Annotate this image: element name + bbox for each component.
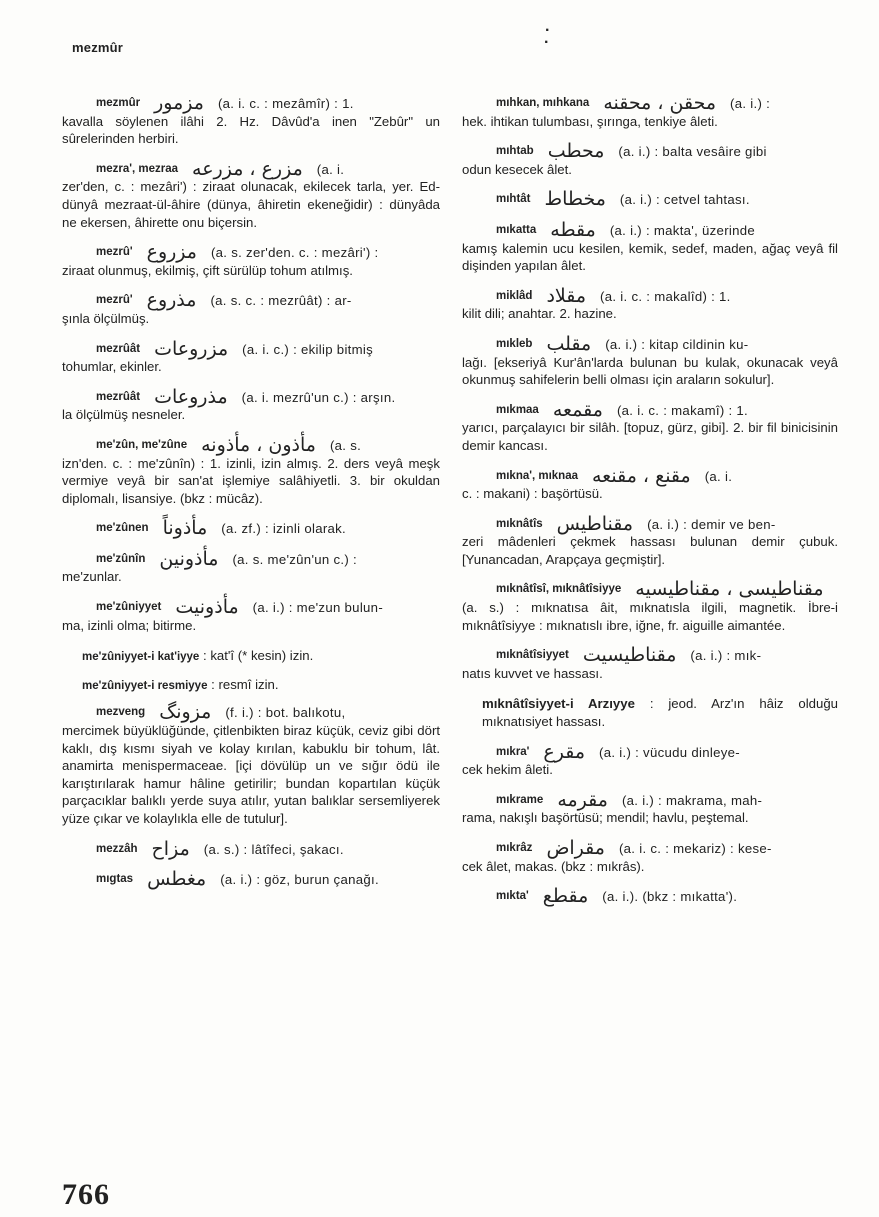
entry-head-text: (a. i.) : göz, burun çanağı.: [220, 872, 379, 888]
definition: la ölçülmüş nesneler.: [62, 407, 186, 423]
headword: mezra', mezraa: [96, 162, 179, 175]
headword: mıknâtîs: [496, 517, 543, 530]
sub-entry: [62, 647, 440, 667]
headword: mıkmaa: [496, 403, 539, 416]
entry-head-line: [462, 740, 838, 763]
arabic-script: مقطع: [542, 885, 589, 908]
definition: mercimek büyüklüğünde, çitlenbikten biraz küçük, ceviz gibi dört kaklı, dış kısmı siyah ve kolay kırılan, kabuklu bir tohum, lât. anamirta menispermaceae. [içi dövülüp un ve sığır ödü ile karıştırılarak hamur hâline getirilir; bundan kopartılan küçük parçacıklar balıklı yerde suya atılır, yutan balıklar sersemliyerek yüze çıkar ve kolaylıkla elle de tutulur].: [62, 723, 440, 826]
entry-head-line: [462, 398, 838, 421]
entry-head-line: [462, 140, 838, 163]
entry-head-text: (a. i.) : balta vesâire gibi: [618, 144, 767, 160]
headword: me'zûniyyet: [96, 601, 162, 614]
entry-head-line: [462, 284, 838, 307]
sub-definition: : jeod. Arz'ın hâiz olduğu mıknatısiyet hassası.: [482, 696, 838, 730]
sub-entry: [462, 695, 838, 730]
entry-head-line: [462, 332, 838, 355]
arabic-script: مغطس: [147, 868, 207, 891]
arabic-script: مقناطيس: [556, 512, 634, 535]
entry-head-line: [62, 701, 440, 724]
entry-head-line: [62, 547, 440, 570]
arabic-script: مقطه: [550, 218, 596, 241]
entry-head-text: (a. s. zer'den. c. : mezâri') :: [210, 245, 379, 261]
entry-head-text: (a. s.) : lâtîfeci, şakacı.: [203, 841, 344, 857]
dictionary-entry: [62, 385, 440, 424]
headword: mıhtât: [496, 193, 531, 206]
entry-head-text: (a. i.) :: [730, 96, 771, 111]
definition: zer'den, c. : mezâri') : ziraat olunacak, ekilecek tarla, yer. Ed-dünyâ mezraat-ül-âhire (dünya, âhiretin ekeneğidir) : dünyâda ne ekersen, âhirette onu biçersin.: [62, 179, 440, 230]
sub-headword: mıknâtîsiyyet-i Arzıyye: [482, 696, 635, 712]
definition: cek hekim âleti.: [462, 762, 553, 778]
right-column: [462, 92, 838, 919]
headword: mıkra': [496, 745, 530, 758]
entry-head-text: (a. i. c. : makalîd) : 1.: [600, 288, 731, 304]
arabic-script: مقناطيسيت: [582, 644, 677, 667]
entry-head-line: [462, 578, 838, 601]
dictionary-entry: [462, 644, 838, 682]
arabic-script: مأذون ، مأذونه: [201, 433, 316, 456]
headword: mezrûât: [96, 342, 141, 355]
headword: mıkrâz: [496, 842, 533, 854]
definition: me'zunlar.: [62, 569, 122, 585]
entry-head-line: [62, 92, 440, 114]
headword: mıknâtîsiyyet: [496, 649, 569, 662]
headword: mıkna', mıknaa: [496, 469, 578, 482]
dictionary-entry: [462, 284, 838, 323]
definition: hek. ihtikan tulumbası, şırınga, tenkiye âleti.: [462, 113, 718, 129]
entry-head-text: (a. i.: [704, 468, 733, 484]
definition: lağı. [ekseriyâ Kur'ân'larda bulunan bu kulak, okunacak veyâ okunmuş sahifelerin belli olması için araların sokulur].: [462, 354, 838, 388]
arabic-script: مقرع: [543, 740, 586, 763]
headword: mıknâtîsî, mıknâtîsiyye: [496, 583, 622, 596]
dictionary-entry: [462, 740, 838, 779]
dictionary-entry: [62, 337, 440, 376]
headword: mezrû': [96, 246, 133, 259]
entry-head-text: (a. i.) : cetvel tahtası.: [619, 192, 750, 208]
definition: şınla ölçülmüş.: [62, 310, 150, 326]
dictionary-entry: [462, 885, 838, 908]
arabic-script: مقمعه: [552, 398, 603, 421]
dictionary-entry: [462, 92, 838, 130]
dictionary-entry: [62, 517, 440, 540]
sub-definition: : resmî izin.: [211, 676, 279, 692]
arabic-script: مخطاط: [544, 188, 606, 211]
arabic-script: مأذونين: [159, 547, 219, 570]
entry-head-text: (a. i. c. : mezâmîr) : 1.: [217, 96, 354, 111]
entry-head-line: [62, 868, 440, 891]
arabic-script: مقلب: [546, 332, 592, 355]
entry-head-line: [462, 788, 838, 811]
definition: rama, nakışlı başörtüsü; mendil; havlu, peştemal.: [462, 810, 749, 826]
entry-head-line: [462, 837, 838, 859]
sub-headword: me'zûniyyet-i kat'iyye: [82, 651, 200, 664]
entry-head-text: (a. i.) : mık-: [690, 648, 762, 664]
dictionary-entry: [62, 547, 440, 586]
headword: mezrûât: [96, 390, 141, 403]
definition: kilit dili; anahtar. 2. hazine.: [462, 306, 617, 322]
entry-head-line: [62, 337, 440, 360]
sub-entry: [62, 676, 440, 696]
headword: mıkatta: [496, 223, 537, 236]
entry-head-line: [462, 512, 838, 535]
definition: cek âlet, makas. (bkz : mıkrâs).: [462, 858, 645, 874]
headword: mıkta': [496, 890, 529, 903]
entry-head-line: [462, 188, 838, 211]
dictionary-entry: [462, 578, 838, 634]
definition: tohumlar, ekinler.: [62, 359, 162, 375]
running-head: mezmûr: [72, 40, 124, 55]
headword: mezveng: [96, 706, 146, 719]
arabic-script: مزروعات: [154, 337, 229, 360]
entry-head-text: (a. s.: [329, 437, 362, 453]
arabic-script: محطب: [547, 140, 605, 163]
definition: odun kesecek âlet.: [462, 161, 572, 177]
dictionary-entry: [62, 289, 440, 327]
arabic-script: مذروع: [146, 289, 197, 312]
headword: mıkrame: [496, 793, 544, 806]
arabic-script: مقنع ، مقنعه: [592, 464, 691, 487]
dictionary-entry: [462, 140, 838, 178]
definition: kavalla söylenen ilâhi 2. Hz. Dâvûd'a inen "Zebûr" un sûrelerinden herbiri.: [62, 113, 440, 147]
entry-head-line: [462, 644, 838, 667]
dictionary-entry: [462, 512, 838, 569]
dictionary-entry: [62, 241, 440, 279]
arabic-script: مزروع: [146, 241, 197, 264]
dictionary-entry: [62, 837, 440, 860]
page-number: 766: [62, 1178, 110, 1211]
entry-head-text: (a. i.) : kitap cildinin ku-: [605, 336, 749, 352]
definition: ma, izinli olma; bitirme.: [62, 617, 197, 633]
headword: me'zûnîn: [96, 552, 146, 565]
arabic-script: مقناطيسى ، مقناطيسيه: [635, 578, 824, 601]
headword: me'zûn, me'zûne: [96, 438, 188, 451]
headword: mezmûr: [96, 97, 141, 109]
entry-head-line: [462, 92, 838, 114]
entry-head-text: (a. s. me'zûn'un c.) :: [232, 551, 357, 567]
entry-head-text: (a. i.) : makta', üzerinde: [609, 222, 756, 238]
headword: mezzâh: [96, 842, 138, 855]
entry-head-text: (a. i.) : makrama, mah-: [621, 792, 763, 808]
definition: zeri mâdenleri çekmek hassası bulunan demir çubuk. [Yunancadan, Arapçaya geçmiştir].: [462, 534, 838, 567]
entry-head-line: [462, 218, 838, 241]
sub-definition: : kat'î (* kesin) izin.: [203, 648, 314, 664]
headword: miklâd: [496, 289, 533, 302]
entry-head-text: (a. i. c. : makamî) : 1.: [616, 402, 749, 418]
entry-head-line: [62, 596, 440, 619]
definition: c. : makani) : başörtüsü.: [462, 486, 603, 502]
print-mark: ·: [544, 34, 550, 51]
entry-head-line: [62, 837, 440, 860]
entry-head-text: (a. i. c.) : ekilip bitmiş: [242, 341, 374, 357]
dictionary-entry: [462, 837, 838, 875]
entry-head-text: (a. i.) : vücudu dinleye-: [599, 744, 740, 760]
entry-head-line: [62, 517, 440, 540]
entry-head-line: [462, 885, 838, 908]
left-column: [62, 92, 440, 902]
entry-head-line: [62, 385, 440, 408]
entry-head-text: (a. i.) : me'zun bulun-: [252, 600, 384, 616]
entry-head-line: [62, 241, 440, 264]
definition: (a. s.) : mıknatısa âit, mıknatısla ilgili, magnetik. İbre-i mıknâtîsiyye : mıknatıslı ibre, iğne, fr. aiguille aimantée.: [462, 600, 838, 633]
arabic-script: مزاح: [151, 837, 190, 860]
dictionary-entry: [62, 701, 440, 827]
headword: mezrû': [96, 294, 133, 307]
entry-head-text: (a. i.: [316, 161, 345, 177]
arabic-script: مذروعات: [154, 385, 228, 408]
arabic-script: مأذونيت: [175, 596, 239, 619]
dictionary-entry: [462, 788, 838, 827]
entry-head-text: (a. zf.) : izinli olarak.: [221, 521, 347, 537]
headword: mıhkan, mıhkana: [496, 97, 590, 109]
entry-head-text: (a. i. c. : mekariz) : kese-: [618, 841, 772, 856]
dictionary-entry: [62, 92, 440, 148]
entry-head-text: (a. s. c. : mezrûât) : ar-: [210, 293, 352, 309]
dictionary-entry: [462, 218, 838, 275]
dictionary-entry: [462, 332, 838, 389]
headword: mıkleb: [496, 337, 533, 350]
entry-head-line: [462, 464, 838, 487]
dictionary-entry: [62, 433, 440, 507]
definition: natıs kuvvet ve hassası.: [462, 665, 603, 681]
print-mark: ·: [545, 22, 551, 39]
sub-headword: me'zûniyyet-i resmiyye: [82, 679, 208, 692]
arabic-script: مزرع ، مزرعه: [192, 157, 303, 180]
entry-head-line: [62, 433, 440, 456]
dictionary-entry: [62, 868, 440, 891]
arabic-script: مقرمه: [557, 788, 608, 811]
entry-head-text: (a. i.) : demir ve ben-: [647, 516, 776, 532]
dictionary-entry: [462, 188, 838, 211]
entry-head-line: [62, 157, 440, 180]
entry-head-text: (a. i.). (bkz : mıkatta').: [602, 889, 738, 905]
dictionary-entry: [462, 464, 838, 503]
arabic-script: مأذوناً: [162, 517, 208, 540]
arabic-script: مقراض: [546, 837, 605, 859]
headword: mıhtab: [496, 145, 534, 158]
entry-head-text: (f. i.) : bot. balıkotu,: [225, 705, 346, 721]
arabic-script: مزمور: [154, 92, 204, 114]
headword: mıgtas: [96, 873, 134, 886]
headword: me'zûnen: [96, 522, 149, 535]
dictionary-entry: [62, 157, 440, 231]
entry-head-line: [62, 289, 440, 312]
definition: kamış kalemin ucu kesilen, kemik, sedef, maden, ağaç veyâ fil dişinden yapılan âlet.: [462, 240, 838, 274]
dictionary-entry: [462, 398, 838, 455]
entry-head-text: (a. i. mezrû'un c.) : arşın.: [241, 389, 396, 405]
arabic-script: مزونگ: [159, 701, 212, 724]
dictionary-entry: [62, 596, 440, 634]
definition: yarıcı, parçalayıcı bir silâh. [topuz, gürz, gibi]. 2. bir fil binicisinin demir kancası.: [462, 420, 838, 453]
definition: ziraat olunmuş, ekilmiş, çift sürülüp tohum atılmış.: [62, 262, 353, 278]
arabic-script: محقن ، محقنه: [603, 92, 717, 114]
arabic-script: مقلاد: [546, 284, 587, 307]
definition: izn'den. c. : me'zûnîn) : 1. izinli, izin almış. 2. ders veyâ meşk vermiye veyâ bir san'at işlemiye salâhiyetli. 3. bir okuldan diplomalı, lisansiye. (bkz : mücâz).: [62, 455, 440, 506]
